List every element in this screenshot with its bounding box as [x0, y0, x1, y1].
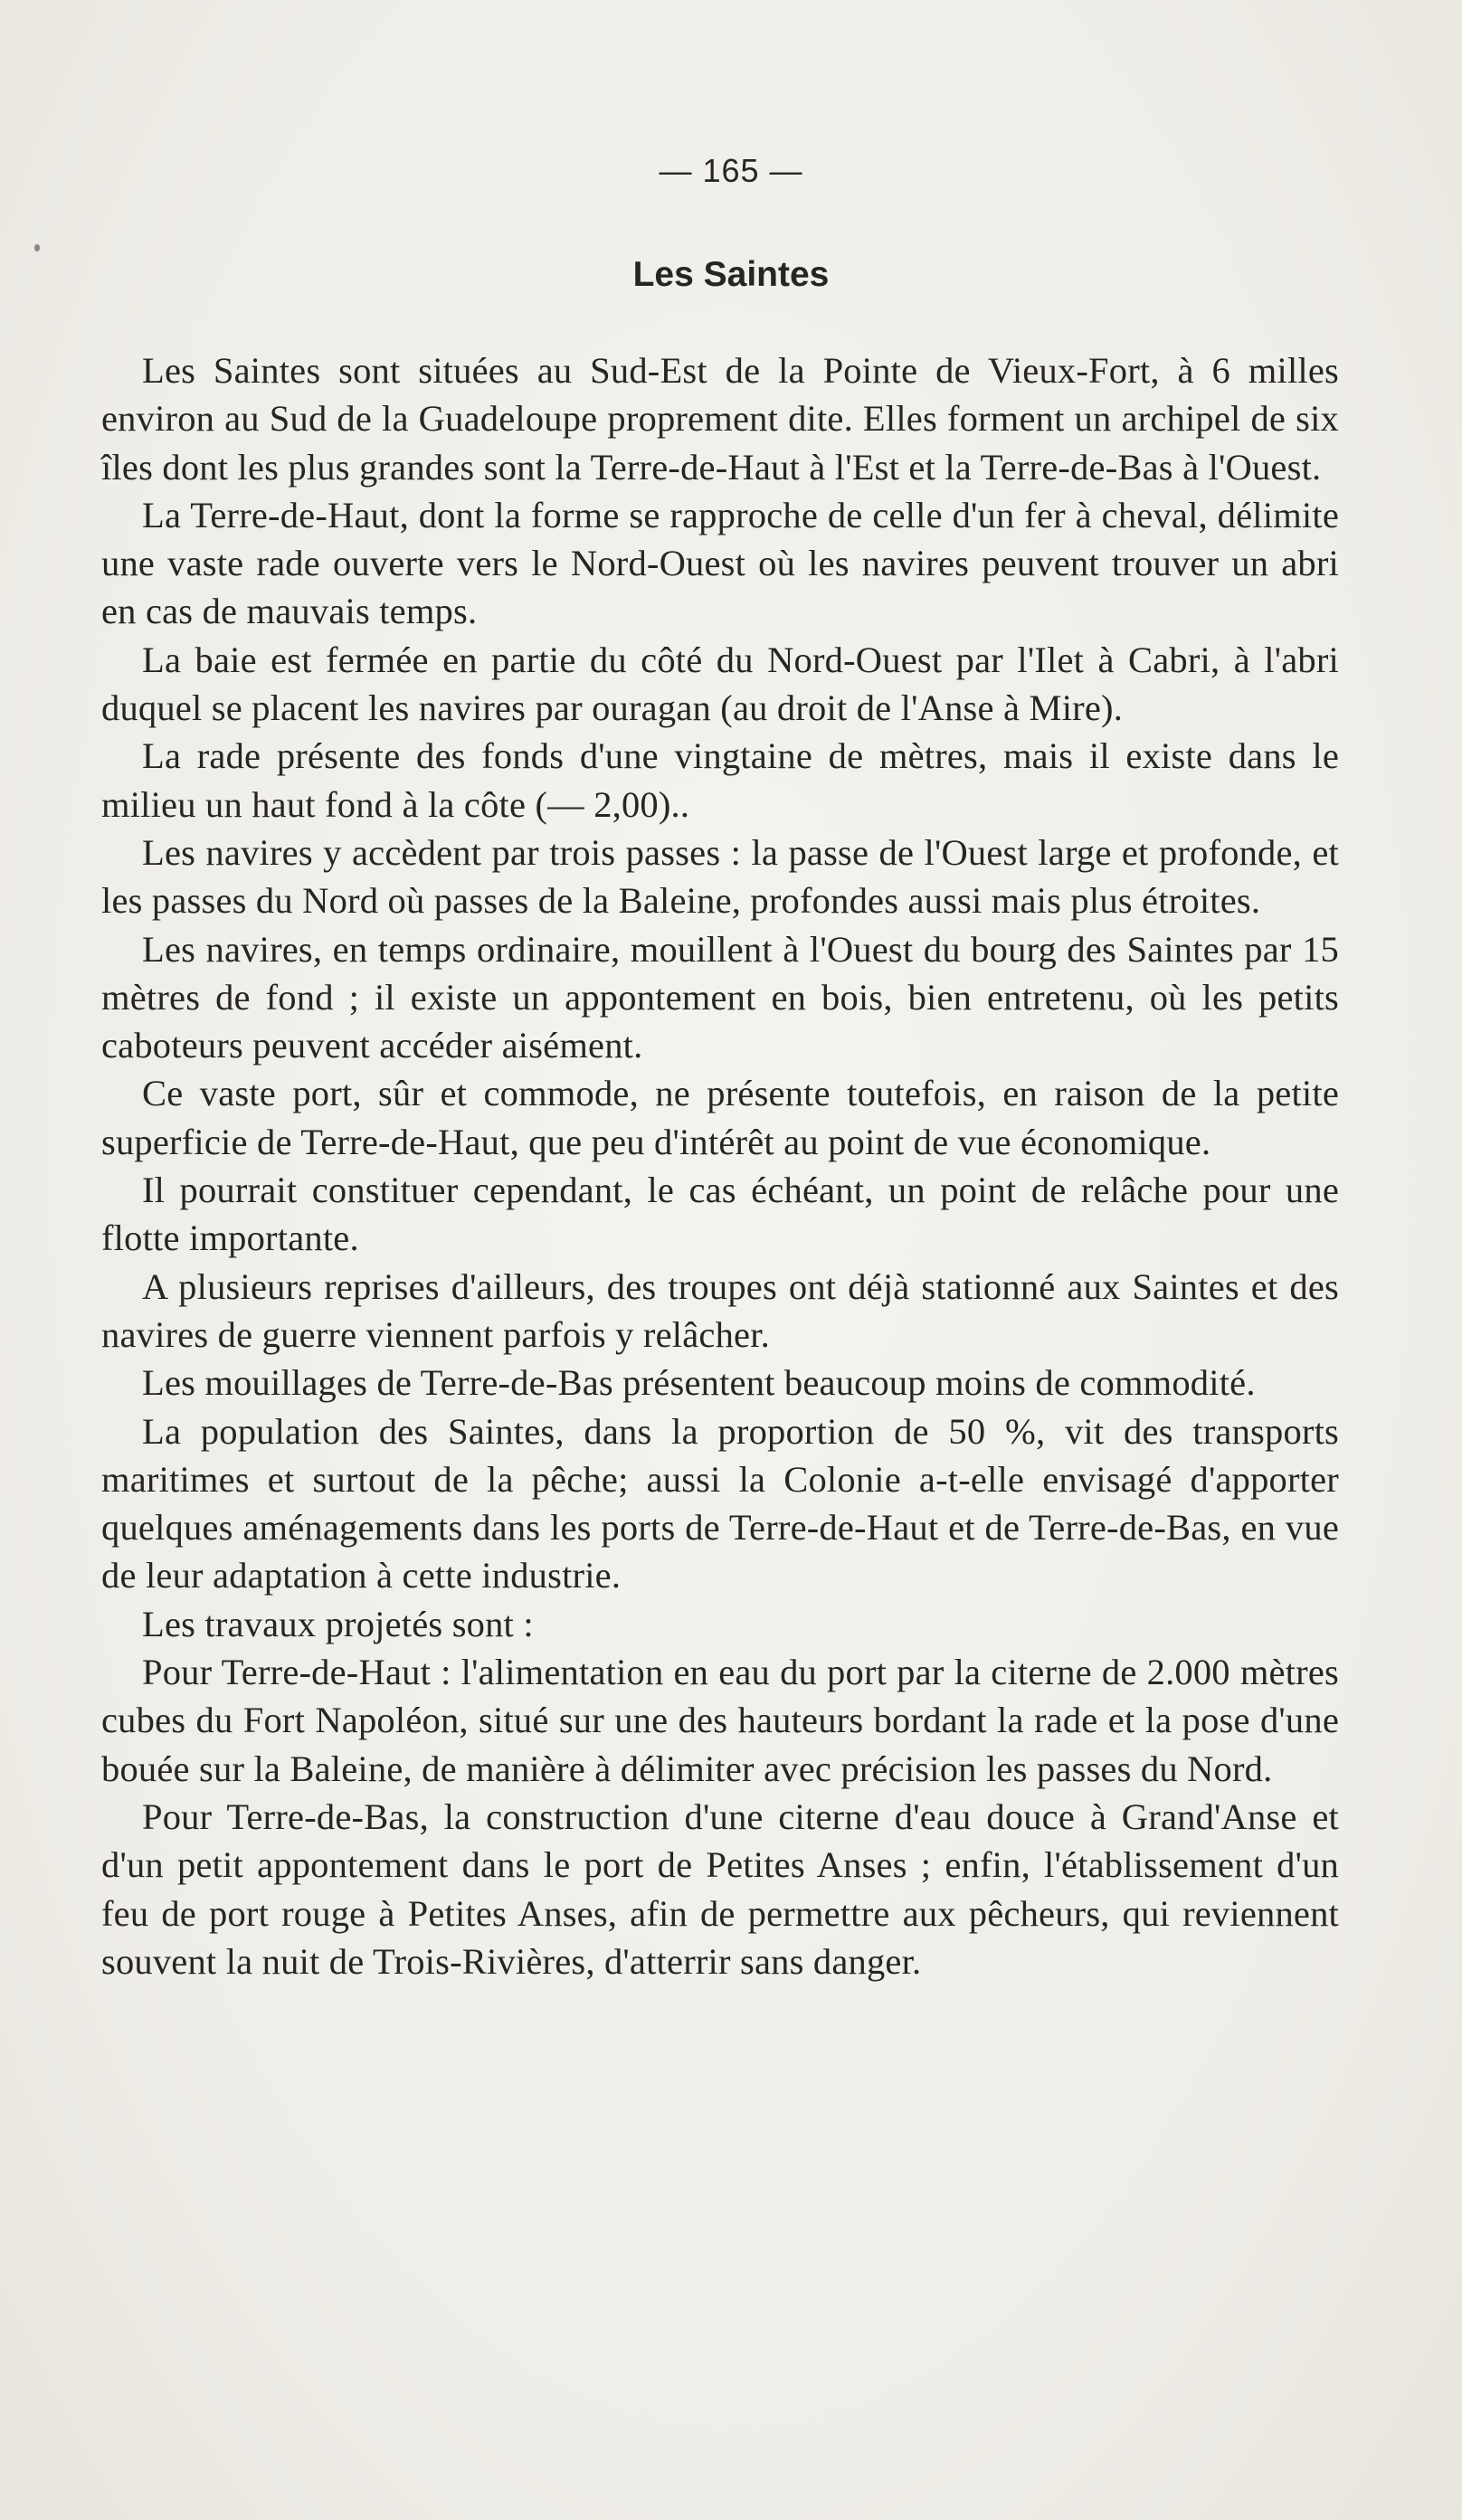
paragraph: Pour Terre-de-Bas, la construction d'une citerne d'eau douce à Grand'Anse et d'un petit appontement dans le port de Petites Anses ; enfin, l'établissement d'un feu de port rouge à Petites Anses, afin de permettre aux pêcheurs, qui reviennent souvent la nuit de Trois-Rivières, d'atterrir sans danger. — [101, 1795, 1339, 1982]
page-title: Les Saintes — [632, 255, 830, 294]
print-speck — [34, 244, 40, 251]
paragraph: La Terre-de-Haut, dont la forme se rapproche de celle d'un fer à cheval, délimite une vaste rade ouverte vers le Nord-Ouest où les navires peuvent trouver un abri en cas de mauvais temps. — [101, 494, 1339, 632]
paragraph: Les navires y accèdent par trois passes : la passe de l'Ouest large et profonde, et les passes du Nord où passes de la Baleine, profondes aussi mais plus étroites. — [101, 831, 1339, 922]
paragraph: A plusieurs reprises d'ailleurs, des troupes ont déjà stationné aux Saintes et des navires de guerre viennent parfois y relâcher. — [101, 1265, 1339, 1355]
paragraph: Ce vaste port, sûr et commode, ne présente toutefois, en raison de la petite superficie de Terre-de-Haut, que peu d'intérêt au point de vue économique. — [101, 1073, 1339, 1162]
paragraph: La baie est fermée en partie du côté du Nord-Ouest par l'Ilet à Cabri, à l'abri duquel se placent les navires par ouragan (au droit de l'Anse à Mire). — [101, 639, 1339, 729]
paragraph: Pour Terre-de-Haut : l'alimentation en eau du port par la citerne de 2.000 mètres cubes du Fort Napoléon, situé sur une des hauteurs bordant la rade et la pose d'une bouée sur la Baleine, de manière à délimiter avec précision les passes du Nord. — [101, 1652, 1339, 1789]
body-text — [101, 346, 1339, 1985]
paragraph: Les mouillages de Terre-de-Bas présentent beaucoup moins de commodité. — [142, 1362, 1256, 1404]
paragraph: Les navires, en temps ordinaire, mouillent à l'Ouest du bourg des Saintes par 15 mètres de fond ; il existe un appontement en bois, bien entretenu, où les petits caboteurs peuvent accéder aisément. — [101, 928, 1339, 1066]
paragraph: La rade présente des fonds d'une vingtaine de mètres, mais il existe dans le milieu un haut fond à la côte (— 2,00).. — [101, 735, 1339, 825]
paragraph: Les travaux projetés sont : — [142, 1603, 534, 1644]
paragraph: Il pourrait constituer cependant, le cas échéant, un point de relâche pour une flotte importante. — [101, 1170, 1339, 1259]
paragraph: La population des Saintes, dans la proportion de 50 %, vit des transports maritimes et surtout de la pêche; aussi la Colonie a-t-elle envisagé d'apporter quelques aménagements dans les ports de Terre-de-Haut et de Terre-de-Bas, en vue de leur adaptation à cette industrie. — [101, 1410, 1339, 1596]
paragraph: Les Saintes sont situées au Sud-Est de la Pointe de Vieux-Fort, à 6 milles environ au Sud de la Guadeloupe proprement dite. Elles forment un archipel de six îles dont les plus grandes sont la Terre-de-Haut à l'Est et la Terre-de-Bas à l'Ouest. — [101, 350, 1339, 488]
page-number: — 165 — — [659, 152, 803, 189]
